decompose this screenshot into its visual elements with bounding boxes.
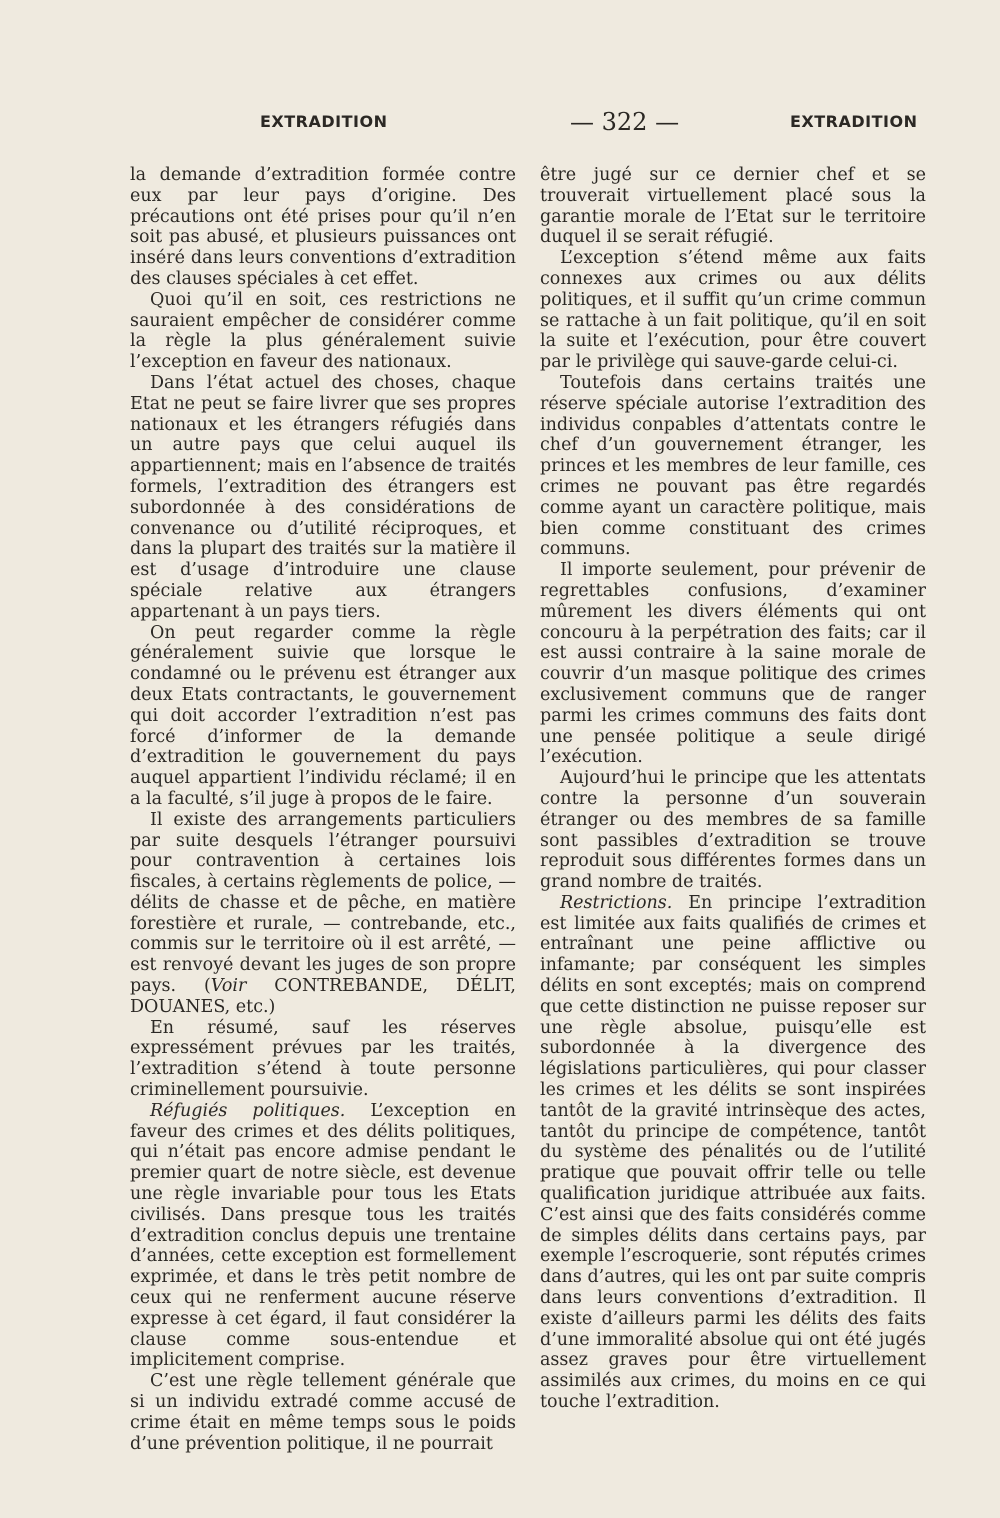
running-head-left: EXTRADITION (260, 112, 388, 131)
paragraph-text: En principe l’extradition est limitée aux faits qualifiés de crimes et entraînant une peine afflictive ou infamante; par conséquent les simples délits en sont exceptés; mais on comprend que cette distinction ne puisse reposer sur une règle absolue, puisqu’elle est subordonnée à la divergence des législations particulières, qui pour classer les crimes et les délits se sont inspirées tantôt de la gravité intrinsèque des actes, tantôt du principe de compétence, tantôt du système des pénalités ou de l’utilité pratique que pouvait offrir telle ou telle qualification juridique attribuée aux faits. C’est ainsi que des faits considérés comme de simples délits dans certains pays, par exemple l’escroquerie, sont réputés crimes dans d’autres, qui les ont par suite compris dans leurs conventions d’extradition. Il existe d’ailleurs parmi les délits des faits d’une immoralité absolue qui ont été jugés assez graves pour être virtuellement assimilés aux crimes, du moins en ce qui touche l’extradition. (540, 892, 926, 1413)
running-head-right: EXTRADITION (790, 112, 918, 131)
paragraph (130, 1101, 516, 1371)
section-heading: Réfugiés politiques. (150, 1100, 346, 1121)
paragraph: On peut regarder comme la règle généralement suivie que lorsque le condamné ou le prévenu est étranger aux deux Etats contractants, le gouvernement qui doit accorder l’extradition n’est pas forcé d’informer de la demande d’extradition le gouvernement du pays auquel appartient l’individu réclamé; il en a la faculté, s’il juge à propos de le faire. (130, 622, 516, 809)
paragraph: Quoi qu’il en soit, ces restrictions ne sauraient empêcher de considérer comme la règle la plus généralement suivie l’exception en faveur des nationaux. (130, 289, 516, 373)
paragraph: la demande d’extradition formée contre eux par leur pays d’origine. Des précautions ont été prises pour qu’il n’en soit pas abusé, et plusieurs puissances ont inséré dans leurs conventions d’extradition des clauses spéciales à cet effet. (130, 165, 516, 289)
section-heading: Restrictions. (560, 892, 673, 913)
cross-references: CONTREBANDE, DÉLIT, DOUANES, etc.) (130, 976, 516, 1017)
left-column (130, 165, 516, 1454)
paragraph: Aujourd’hui le principe que les attentats contre la personne d’un souverain étranger ou des membres de sa famille sont passibles d’extradition se trouve reproduit sous différentes formes dans un grand nombre de traités. (540, 768, 926, 893)
paragraph-text: L’exception en faveur des crimes et des délits politiques, qui n’était pas encore admise pendant le premier quart de notre siècle, est devenue une règle invariable pour tous les Etats civilisés. Dans presque tous les traités d’extradition conclus depuis une trentaine d’années, cette exception est formellement exprimée, et dans le très petit nombre de ceux qui ne renferment aucune réserve expresse à cet égard, il faut considérer la clause comme sous-entendue et implicitement comprise. (130, 1100, 516, 1371)
paragraph: être jugé sur ce dernier chef et se trouverait virtuellement placé sous la garantie morale de l’Etat sur le territoire duquel il se serait réfugié. (540, 165, 926, 248)
text-columns (130, 165, 930, 1454)
paragraph: L’exception s’étend même aux faits connexes aux crimes ou aux délits politiques, et il suffit qu’un crime commun se rattache à un fait politique, qu’il en soit la suite et l’exécution, pour être couvert par le privilège qui sauve-garde celui-ci. (540, 248, 926, 373)
running-head (110, 108, 918, 138)
right-column (540, 165, 926, 1413)
paragraph (540, 893, 926, 1413)
paragraph (130, 810, 516, 1018)
paragraph: C’est une règle tellement générale que si un individu extradé comme accusé de crime était en même temps sous le poids d’une prévention politique, il ne pourrait (130, 1371, 516, 1454)
paragraph: En résumé, sauf les réserves expressément prévues par les traités, l’extradition s’étend à toute personne criminellement poursuivie. (130, 1017, 516, 1101)
paragraph: Il importe seulement, pour prévenir de regrettables confusions, d’examiner mûrement les divers éléments qui ont concouru à la perpétration des faits; car il est aussi contraire à la saine morale de couvrir d’un masque politique des crimes exclusivement communs que de ranger parmi les crimes communs des faits dont une pensée politique a seule dirigé l’exécution. (540, 560, 926, 768)
page-number: — 322 — (570, 108, 680, 136)
paragraph: Dans l’état actuel des choses, chaque Etat ne peut se faire livrer que ses propres nationaux et les étrangers réfugiés dans un autre pays que celui auquel ils appartiennent; mais en l’absence de traités formels, l’extradition des étrangers est subordonnée à des considérations de convenance ou d’utilité réciproques, et dans la plupart des traités sur la matière il est d’usage d’introduire une clause spéciale relative aux étrangers appartenant à un pays tiers. (130, 372, 516, 622)
see-also-label: Voir (210, 976, 247, 997)
paragraph: Toutefois dans certains traités une réserve spéciale autorise l’extradition des individus conpables d’attentats contre le chef d’un gouvernement étranger, les princes et les membres de leur famille, ces crimes ne pouvant pas être regardés comme ayant un caractère politique, mais bien comme constituant des crimes communs. (540, 372, 926, 560)
paragraph-text: Il existe des arrangements particuliers par suite desquels l’étranger poursuivi pour contravention à certaines lois fiscales, à certains règlements de police, — délits de chasse et de pêche, en matière forestière et rurale, — contrebande, etc., commis sur le territoire où il est arrêté, — est renvoyé devant les juges de son propre pays. ( (130, 809, 516, 997)
